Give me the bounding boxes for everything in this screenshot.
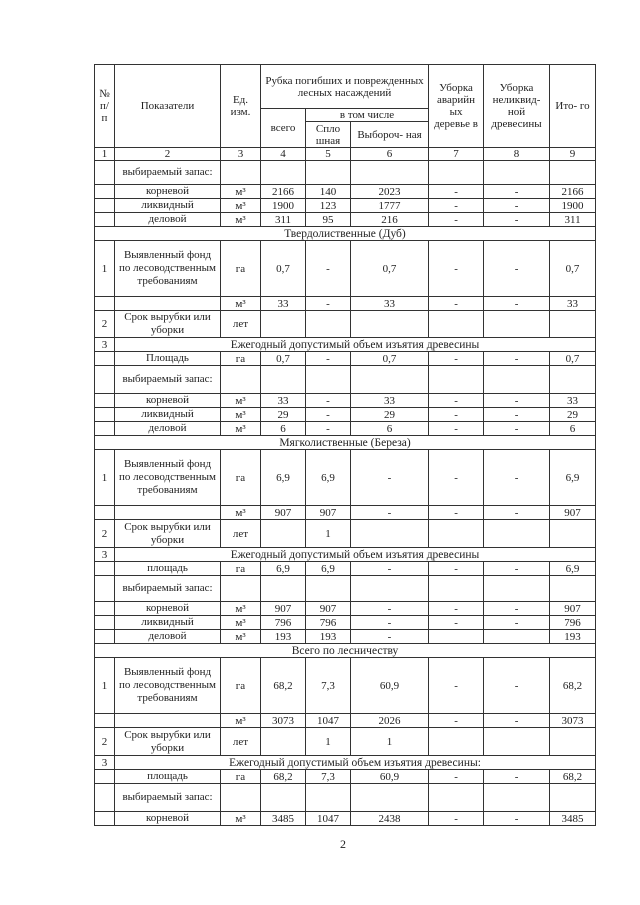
row-itogo: 33 — [550, 297, 596, 311]
row-itogo: 0,7 — [550, 352, 596, 366]
row-unit: м³ — [221, 422, 261, 436]
row-num — [95, 616, 115, 630]
row-itogo — [550, 728, 596, 756]
row-unit: га — [221, 450, 261, 506]
row-selective — [351, 520, 429, 548]
row-selective: 6 — [351, 422, 429, 436]
row-emergency: - — [429, 394, 484, 408]
row-num — [95, 422, 115, 436]
row-unit: м³ — [221, 199, 261, 213]
row-num: 2 — [95, 520, 115, 548]
col-number: 3 — [221, 148, 261, 161]
row-nonliquid: - — [484, 602, 550, 616]
table-row — [95, 450, 596, 506]
row-total — [261, 728, 306, 756]
row-itogo: 193 — [550, 630, 596, 644]
row-unit: га — [221, 770, 261, 784]
row-clear: 796 — [306, 616, 351, 630]
row-total — [261, 161, 306, 185]
col-number: 7 — [429, 148, 484, 161]
header-unit: Ед. изм. — [221, 65, 261, 148]
row-total — [261, 576, 306, 602]
row-nonliquid: - — [484, 658, 550, 714]
row-total: 0,7 — [261, 352, 306, 366]
row-itogo: 3073 — [550, 714, 596, 728]
row-num — [95, 408, 115, 422]
row-total: 3073 — [261, 714, 306, 728]
row-emergency — [429, 576, 484, 602]
row-selective: 33 — [351, 394, 429, 408]
row-label: Выявленный фонд по лесоводственным требованиям — [115, 241, 221, 297]
row-emergency: - — [429, 185, 484, 199]
row-emergency: - — [429, 352, 484, 366]
row-nonliquid: - — [484, 714, 550, 728]
row-emergency: - — [429, 562, 484, 576]
row-total: 6,9 — [261, 562, 306, 576]
row-clear: 7,3 — [306, 770, 351, 784]
row-nonliquid: - — [484, 770, 550, 784]
row-num — [95, 602, 115, 616]
row-nonliquid — [484, 161, 550, 185]
row-num — [95, 770, 115, 784]
row-label: деловой — [115, 213, 221, 227]
section-row — [95, 644, 596, 658]
row-label: выбираемый запас: — [115, 366, 221, 394]
table-row — [95, 297, 596, 311]
row-nonliquid: - — [484, 297, 550, 311]
row-selective: - — [351, 602, 429, 616]
row-unit: м³ — [221, 506, 261, 520]
row-unit: м³ — [221, 630, 261, 644]
row-clear — [306, 784, 351, 812]
row-unit: лет — [221, 520, 261, 548]
row-itogo — [550, 161, 596, 185]
row-nonliquid: - — [484, 352, 550, 366]
row-total — [261, 311, 306, 338]
row-itogo — [550, 520, 596, 548]
row-nonliquid: - — [484, 199, 550, 213]
row-itogo: 68,2 — [550, 770, 596, 784]
row-emergency: - — [429, 770, 484, 784]
row-nonliquid — [484, 311, 550, 338]
row-emergency: - — [429, 714, 484, 728]
row-total: 193 — [261, 630, 306, 644]
row-nonliquid: - — [484, 241, 550, 297]
row-unit: га — [221, 352, 261, 366]
row-total: 1900 — [261, 199, 306, 213]
row-itogo: 3485 — [550, 812, 596, 826]
row-clear: 193 — [306, 630, 351, 644]
row-label: корневой — [115, 812, 221, 826]
row-emergency: - — [429, 616, 484, 630]
row-total: 6 — [261, 422, 306, 436]
row-unit: м³ — [221, 812, 261, 826]
row-selective: 33 — [351, 297, 429, 311]
row-selective: - — [351, 562, 429, 576]
col-number: 6 — [351, 148, 429, 161]
table-row — [95, 352, 596, 366]
row-num: 2 — [95, 311, 115, 338]
row-selective: 60,9 — [351, 658, 429, 714]
row-total: 796 — [261, 616, 306, 630]
row-clear: 7,3 — [306, 658, 351, 714]
row-emergency: - — [429, 658, 484, 714]
row-clear: 1 — [306, 520, 351, 548]
row-total: 68,2 — [261, 658, 306, 714]
row-nonliquid — [484, 366, 550, 394]
row-selective — [351, 784, 429, 812]
row-itogo — [550, 311, 596, 338]
row-selective: - — [351, 506, 429, 520]
row-total — [261, 366, 306, 394]
row-nonliquid: - — [484, 506, 550, 520]
row-emergency — [429, 728, 484, 756]
row-selective — [351, 576, 429, 602]
row-clear: 907 — [306, 506, 351, 520]
row-label: площадь — [115, 770, 221, 784]
row-unit: лет — [221, 311, 261, 338]
row-label: корневой — [115, 602, 221, 616]
row-label: корневой — [115, 185, 221, 199]
row-clear — [306, 311, 351, 338]
section-title: Всего по лесничеству — [95, 644, 596, 658]
row-num — [95, 185, 115, 199]
row-emergency: - — [429, 213, 484, 227]
row-clear: - — [306, 408, 351, 422]
table-row — [95, 630, 596, 644]
row-selective: 2023 — [351, 185, 429, 199]
table-row — [95, 520, 596, 548]
row-emergency — [429, 161, 484, 185]
row-unit — [221, 161, 261, 185]
row-itogo: 68,2 — [550, 658, 596, 714]
row-total: 907 — [261, 602, 306, 616]
row-num — [95, 506, 115, 520]
row-itogo: 2166 — [550, 185, 596, 199]
table-row — [95, 562, 596, 576]
row-emergency: - — [429, 199, 484, 213]
table-row — [95, 616, 596, 630]
row-label: выбираемый запас: — [115, 784, 221, 812]
row-num — [95, 352, 115, 366]
col-number: 8 — [484, 148, 550, 161]
table-row — [95, 728, 596, 756]
row-emergency — [429, 784, 484, 812]
table-row — [95, 366, 596, 394]
section-title: Твердолиственные (Дуб) — [95, 227, 596, 241]
row-clear — [306, 576, 351, 602]
row-label: корневой — [115, 394, 221, 408]
table-row — [95, 311, 596, 338]
row-clear: 907 — [306, 602, 351, 616]
header-total: всего — [261, 109, 306, 148]
row-unit: м³ — [221, 602, 261, 616]
header-nonliquid: Уборка неликвид- ной древесины — [484, 65, 550, 148]
col-number: 1 — [95, 148, 115, 161]
row-label: Срок вырубки или уборки — [115, 520, 221, 548]
row-num — [95, 199, 115, 213]
row-label: Срок вырубки или уборки — [115, 728, 221, 756]
row-itogo: 6 — [550, 422, 596, 436]
row-itogo — [550, 366, 596, 394]
header-felling: Рубка погибших и поврежденных лесных насаждений — [261, 65, 429, 109]
row-nonliquid: - — [484, 422, 550, 436]
row-num — [95, 576, 115, 602]
row-itogo: 6,9 — [550, 562, 596, 576]
row-total — [261, 784, 306, 812]
section-title: Мягколиственные (Береза) — [95, 436, 596, 450]
row-itogo: 1900 — [550, 199, 596, 213]
row-total: 68,2 — [261, 770, 306, 784]
row-selective: - — [351, 616, 429, 630]
row-nonliquid: - — [484, 616, 550, 630]
row-nonliquid: - — [484, 185, 550, 199]
col-number: 4 — [261, 148, 306, 161]
row-nonliquid: - — [484, 812, 550, 826]
section-row — [95, 756, 596, 770]
row-label: деловой — [115, 630, 221, 644]
table-row — [95, 812, 596, 826]
row-unit: м³ — [221, 408, 261, 422]
row-nonliquid — [484, 784, 550, 812]
row-selective: 216 — [351, 213, 429, 227]
table-row — [95, 576, 596, 602]
table-row — [95, 714, 596, 728]
row-label: Срок вырубки или уборки — [115, 311, 221, 338]
table-row — [95, 422, 596, 436]
row-clear: 6,9 — [306, 562, 351, 576]
table-row — [95, 506, 596, 520]
row-itogo: 29 — [550, 408, 596, 422]
section-row — [95, 338, 596, 352]
table-row — [95, 185, 596, 199]
row-itogo: 6,9 — [550, 450, 596, 506]
row-emergency: - — [429, 506, 484, 520]
row-selective: - — [351, 450, 429, 506]
forestry-table — [94, 64, 596, 826]
row-total: 0,7 — [261, 241, 306, 297]
row-total: 907 — [261, 506, 306, 520]
row-total: 6,9 — [261, 450, 306, 506]
row-clear: - — [306, 352, 351, 366]
header-indicators: Показатели — [115, 65, 221, 148]
row-unit: га — [221, 658, 261, 714]
row-num — [95, 394, 115, 408]
row-emergency: - — [429, 602, 484, 616]
row-unit: м³ — [221, 616, 261, 630]
row-label: выбираемый запас: — [115, 161, 221, 185]
row-nonliquid — [484, 630, 550, 644]
col-number: 5 — [306, 148, 351, 161]
row-num: 1 — [95, 450, 115, 506]
row-nonliquid: - — [484, 213, 550, 227]
row-selective: - — [351, 630, 429, 644]
row-total: 2166 — [261, 185, 306, 199]
row-num — [95, 366, 115, 394]
row-emergency — [429, 630, 484, 644]
row-clear — [306, 161, 351, 185]
row-clear: 140 — [306, 185, 351, 199]
row-selective: 0,7 — [351, 241, 429, 297]
row-unit: м³ — [221, 714, 261, 728]
row-total — [261, 520, 306, 548]
table-row — [95, 394, 596, 408]
row-emergency — [429, 366, 484, 394]
row-clear — [306, 366, 351, 394]
row-num — [95, 562, 115, 576]
table-row — [95, 770, 596, 784]
row-num — [95, 812, 115, 826]
table-row — [95, 408, 596, 422]
row-unit: м³ — [221, 394, 261, 408]
row-clear: 123 — [306, 199, 351, 213]
row-label: Площадь — [115, 352, 221, 366]
row-num — [95, 297, 115, 311]
col-number: 9 — [550, 148, 596, 161]
table-row — [95, 199, 596, 213]
row-itogo: 33 — [550, 394, 596, 408]
row-clear: 1047 — [306, 812, 351, 826]
row-label: Выявленный фонд по лесоводственным требованиям — [115, 450, 221, 506]
row-num: 3 — [95, 548, 115, 562]
table-row — [95, 213, 596, 227]
row-num — [95, 714, 115, 728]
row-nonliquid — [484, 520, 550, 548]
row-num: 2 — [95, 728, 115, 756]
header-clear: Спло шная — [306, 122, 351, 148]
header-emergency: Уборка аварийн ых деревье в — [429, 65, 484, 148]
row-num — [95, 630, 115, 644]
row-unit: м³ — [221, 297, 261, 311]
table-row — [95, 602, 596, 616]
row-label: деловой — [115, 422, 221, 436]
row-selective: 1777 — [351, 199, 429, 213]
row-label: Выявленный фонд по лесоводственным требованиям — [115, 658, 221, 714]
row-label: выбираемый запас: — [115, 576, 221, 602]
row-itogo — [550, 576, 596, 602]
col-number: 2 — [115, 148, 221, 161]
row-total: 29 — [261, 408, 306, 422]
row-selective — [351, 366, 429, 394]
row-nonliquid — [484, 728, 550, 756]
row-total: 311 — [261, 213, 306, 227]
row-nonliquid: - — [484, 408, 550, 422]
row-label: ликвидный — [115, 199, 221, 213]
row-selective: 29 — [351, 408, 429, 422]
row-num: 3 — [95, 756, 115, 770]
row-selective: 2438 — [351, 812, 429, 826]
row-selective — [351, 161, 429, 185]
row-num — [95, 784, 115, 812]
row-selective: 0,7 — [351, 352, 429, 366]
row-emergency — [429, 311, 484, 338]
row-num: 1 — [95, 658, 115, 714]
table-row — [95, 161, 596, 185]
row-emergency: - — [429, 408, 484, 422]
table-row — [95, 241, 596, 297]
row-emergency — [429, 520, 484, 548]
section-title: Ежегодный допустимый объем изъятия древесины — [115, 338, 596, 352]
row-total: 3485 — [261, 812, 306, 826]
header-itogo: Ито- го — [550, 65, 596, 148]
row-itogo: 0,7 — [550, 241, 596, 297]
section-row — [95, 548, 596, 562]
row-unit: га — [221, 562, 261, 576]
row-unit: лет — [221, 728, 261, 756]
row-unit — [221, 784, 261, 812]
row-selective: 2026 — [351, 714, 429, 728]
row-label: площадь — [115, 562, 221, 576]
row-total: 33 — [261, 297, 306, 311]
row-selective — [351, 311, 429, 338]
row-unit: м³ — [221, 185, 261, 199]
row-emergency: - — [429, 450, 484, 506]
row-label: ликвидный — [115, 616, 221, 630]
row-emergency: - — [429, 422, 484, 436]
row-emergency: - — [429, 812, 484, 826]
row-clear: 1047 — [306, 714, 351, 728]
row-clear: - — [306, 241, 351, 297]
row-clear: - — [306, 394, 351, 408]
table-row — [95, 784, 596, 812]
row-label — [115, 714, 221, 728]
row-clear: - — [306, 297, 351, 311]
row-nonliquid — [484, 576, 550, 602]
row-clear: 95 — [306, 213, 351, 227]
row-clear: 6,9 — [306, 450, 351, 506]
page-number: 2 — [340, 837, 346, 851]
row-itogo: 907 — [550, 506, 596, 520]
row-unit: га — [221, 241, 261, 297]
row-num: 1 — [95, 241, 115, 297]
row-itogo: 311 — [550, 213, 596, 227]
header-num: № п/ п — [95, 65, 115, 148]
row-total: 33 — [261, 394, 306, 408]
row-num: 3 — [95, 338, 115, 352]
row-itogo: 796 — [550, 616, 596, 630]
row-label — [115, 506, 221, 520]
row-nonliquid: - — [484, 562, 550, 576]
row-itogo: 907 — [550, 602, 596, 616]
row-unit — [221, 366, 261, 394]
row-nonliquid: - — [484, 450, 550, 506]
row-clear: 1 — [306, 728, 351, 756]
row-clear: - — [306, 422, 351, 436]
row-selective: 60,9 — [351, 770, 429, 784]
row-itogo — [550, 784, 596, 812]
row-emergency: - — [429, 297, 484, 311]
row-num — [95, 213, 115, 227]
row-label — [115, 297, 221, 311]
section-title: Ежегодный допустимый объем изъятия древесины — [115, 548, 596, 562]
row-unit — [221, 576, 261, 602]
row-selective: 1 — [351, 728, 429, 756]
row-unit: м³ — [221, 213, 261, 227]
header-selective: Выбороч- ная — [351, 122, 429, 148]
section-row — [95, 436, 596, 450]
section-row — [95, 227, 596, 241]
section-title: Ежегодный допустимый объем изъятия древесины: — [115, 756, 596, 770]
row-num — [95, 161, 115, 185]
row-nonliquid: - — [484, 394, 550, 408]
row-emergency: - — [429, 241, 484, 297]
table-row — [95, 658, 596, 714]
row-label: ликвидный — [115, 408, 221, 422]
header-including: в том числе — [306, 109, 429, 122]
